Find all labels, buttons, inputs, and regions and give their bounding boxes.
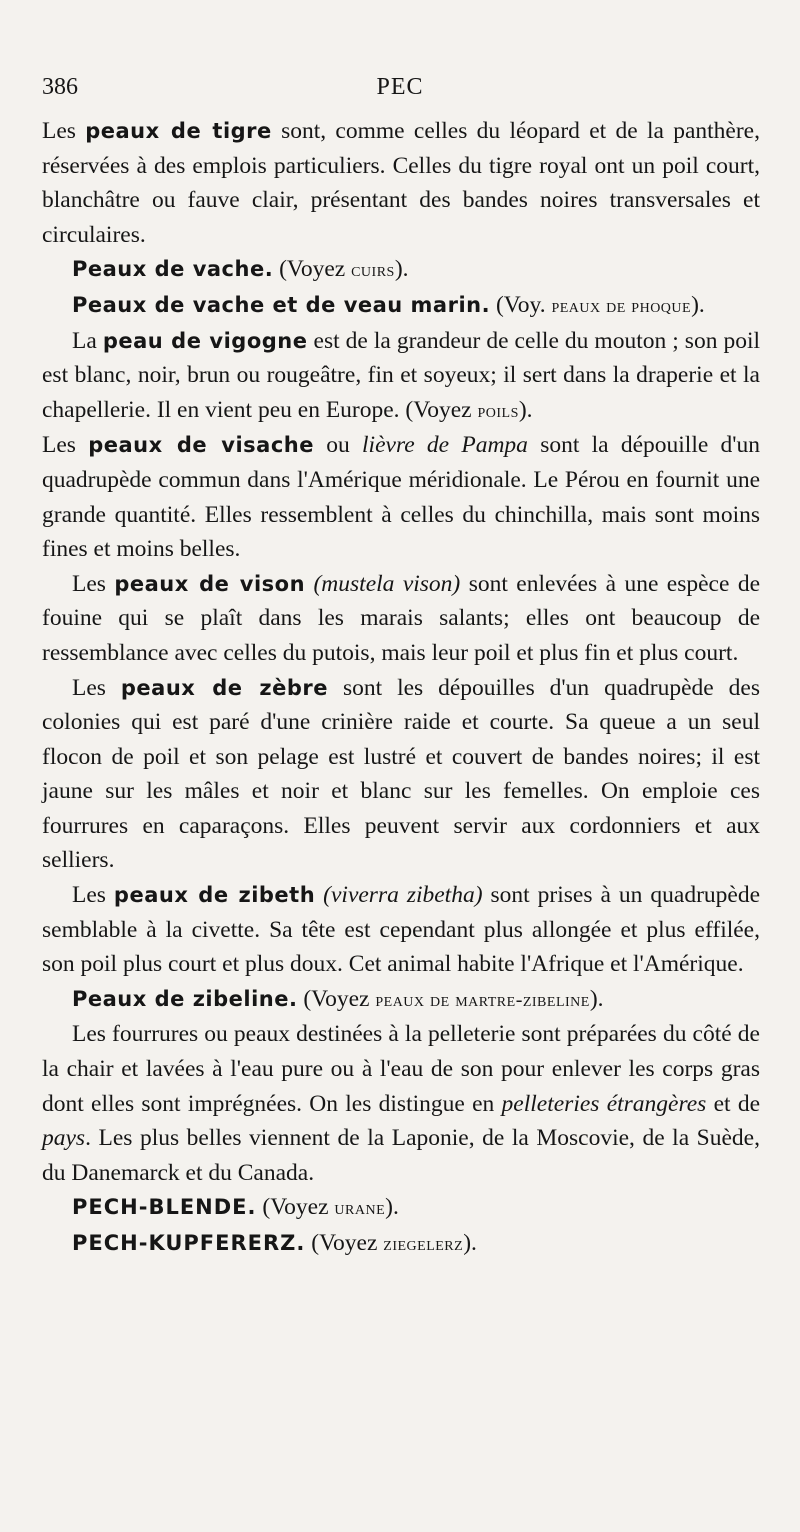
paragraph-peaux-de-zebre: Les peaux de zèbre sont les dépouilles d'un quadrupède des colonies qui est paré d'une crinière raide et courte. Sa queue a un seul flocon de poil et son pelage est lustré et couvert de bandes noires; il est jaune sur les mâles et noir et blanc sur les femelles. On emploie ces fourrures en caparaçons. Elles peuvent servir aux cordonniers et aux selliers. [42,674,760,874]
cross-reference: cuirs [351,259,395,282]
headword: peaux de zèbre [120,675,328,700]
paragraph-peaux-de-vache: Peaux de vache. (Voyez cuirs). [72,256,409,283]
cross-reference: peaux de martre-zibeline [375,988,590,1011]
cross-reference: peaux de phoque [551,294,692,317]
headword: peau de vigogne [102,328,308,353]
paragraph-pech-blende: PECH-BLENDE. (Voyez urane). [72,1194,399,1221]
headword: peaux de vison [114,571,306,596]
paragraph-peaux-de-vison: Les peaux de vison (mustela vison) sont enlevées à une espèce de fouine qui se plaît dans les marais salants; elles ont beaucoup de ressemblance avec celles du putois, mais leur poil et plus fin et plus court. [42,570,761,666]
running-head: PEC [376,74,424,100]
cross-reference: ziegelerz [383,1233,464,1255]
page-number: 386 [42,74,78,100]
headword: Peaux de vache et de veau marin. [72,292,491,317]
cross-reference: poils [477,399,519,422]
paragraph-peaux-de-zibeth: Les peaux de zibeth (viverra zibetha) sont prises à un quadrupède semblable à la civette. Sa tête est cependant plus allongée et plus effilée, son poil plus court et plus doux. Cet animal habite l'Afrique et l'Amérique. [42,882,761,978]
headword: peaux de tigre [85,119,272,143]
headword: PECH-BLENDE. [72,1195,257,1220]
headword: peaux de zibeth [113,883,316,908]
paragraph-peaux-de-visache: Les peaux de visache ou lièvre de Pampa sont la dépouille d'un quadrupède commun dans l'Amérique méridionale. Le Pérou en fournit une grande quantité. Elles ressemblent à celles du chinchilla, mais sont moins fines et moins belles. [42,432,761,563]
paragraph-pech-kupfererz: PECH-KUPFERERZ. (Voyez ziegelerz). [72,1230,477,1256]
cross-reference: urane [334,1197,386,1220]
page-header [42,74,758,104]
headword: peaux de visache [88,433,314,458]
paragraph-fourrures: Les fourrures ou peaux destinées à la pelleterie sont préparées du côté de la chair et lavées à l'eau pure ou à l'eau de son pour enlever les corps gras dont elles sont imprégnées. On les distingue en pelleteries étrangères et de pays. Les plus belles viennent de la Laponie, de la Moscovie, de la Suède, du Danemarck et du Canada. [42,1021,761,1186]
paragraph-peaux-de-vache-et-de-veau-marin: Peaux de vache et de veau marin. (Voy. peaux de phoque). [72,291,705,318]
paragraph-peau-de-vigogne: La peau de vigogne est de la grandeur de celle du mouton ; son poil est blanc, noir, brun ou rougeâtre, fin et soyeux; il sert dans la draperie et la chapellerie. Il en vient peu en Europe. (Voyez poils). [42,327,761,423]
body-text [42,114,760,1262]
headword: Peaux de vache. [72,257,274,282]
headword: PECH-KUPFERERZ. [72,1231,306,1255]
paragraph-peaux-de-tigre: Les peaux de tigre sont, comme celles du léopard et de la panthère, réservées à des emplois particuliers. Celles du tigre royal ont un poil court, blanchâtre ou fauve clair, présentant des bandes noires transversales et circulaires. [42,118,760,248]
paragraph-peaux-de-zibeline: Peaux de zibeline. (Voyez peaux de martre-zibeline). [72,985,604,1012]
headword: Peaux de zibeline. [72,986,298,1011]
